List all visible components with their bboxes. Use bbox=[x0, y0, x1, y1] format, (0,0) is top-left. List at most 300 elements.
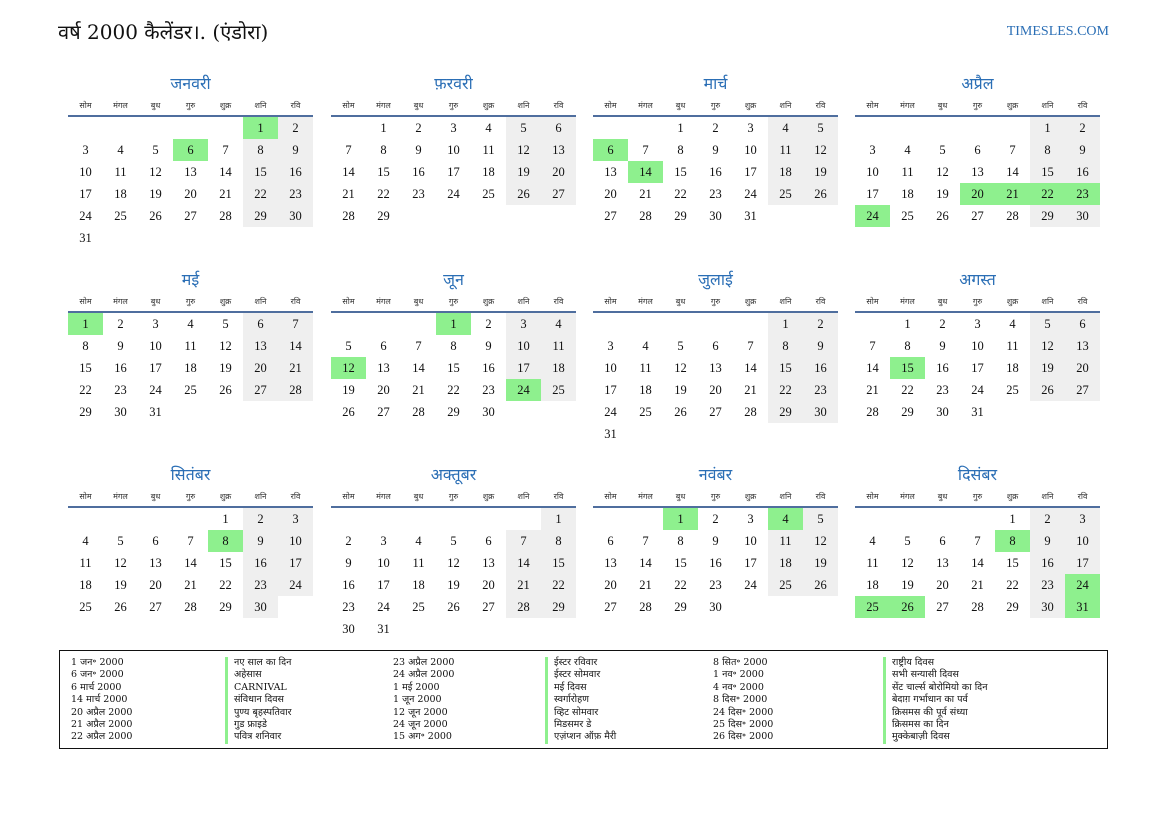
holiday-day-cell: 4 bbox=[768, 508, 803, 530]
week-row bbox=[593, 596, 838, 618]
day-cell: 21 bbox=[278, 357, 313, 379]
weekday-label: शुक्र bbox=[219, 297, 232, 306]
day-cell: 13 bbox=[149, 556, 162, 570]
empty-cell bbox=[733, 596, 768, 618]
month-block bbox=[68, 268, 313, 423]
day-cell: 28 bbox=[1006, 209, 1019, 223]
day-cell: 25 bbox=[412, 600, 425, 614]
day-cell: 8 bbox=[904, 339, 911, 353]
holiday-name: संविधान दिवस bbox=[225, 694, 292, 706]
day-cell: 9 bbox=[243, 530, 278, 552]
day-cell: 11 bbox=[541, 335, 576, 357]
day-cell: 2 bbox=[345, 534, 352, 548]
day-cell: 28 bbox=[412, 405, 425, 419]
day-cell: 9 bbox=[415, 143, 422, 157]
day-cell: 3 bbox=[152, 317, 159, 331]
week-row bbox=[593, 205, 838, 227]
empty-cell bbox=[278, 401, 313, 423]
day-cell: 5 bbox=[345, 339, 352, 353]
weekday-label: रवि bbox=[553, 297, 564, 306]
day-cell: 26 bbox=[342, 405, 355, 419]
holiday-name: स्वर्गारोहण bbox=[545, 694, 616, 706]
week-row bbox=[331, 117, 576, 139]
day-cell: 5 bbox=[803, 117, 838, 139]
day-cell: 19 bbox=[219, 361, 232, 375]
day-cell: 11 bbox=[1006, 339, 1019, 353]
day-cell: 2 bbox=[278, 117, 313, 139]
week-row bbox=[593, 423, 838, 445]
empty-cell bbox=[768, 596, 803, 618]
weekday-header bbox=[855, 292, 1100, 313]
day-cell: 18 bbox=[114, 187, 127, 201]
day-cell: 26 bbox=[506, 183, 541, 205]
day-cell: 8 bbox=[541, 530, 576, 552]
day-cell: 2 bbox=[1065, 117, 1100, 139]
day-cell: 6 bbox=[485, 534, 492, 548]
day-cell: 15 bbox=[674, 556, 687, 570]
day-cell: 5 bbox=[450, 534, 457, 548]
day-cell: 1 bbox=[222, 512, 229, 526]
month-block bbox=[331, 268, 576, 423]
day-cell: 11 bbox=[768, 139, 803, 161]
day-cell: 28 bbox=[866, 405, 879, 419]
holiday-day-cell: 1 bbox=[68, 313, 103, 335]
day-cell: 13 bbox=[709, 361, 722, 375]
day-cell: 27 bbox=[243, 379, 278, 401]
day-cell: 27 bbox=[482, 600, 495, 614]
weekday-label: मंगल bbox=[113, 297, 128, 306]
day-cell: 17 bbox=[278, 552, 313, 574]
holiday-date-column bbox=[393, 657, 454, 744]
empty-cell bbox=[593, 117, 628, 139]
weekday-header bbox=[593, 292, 838, 313]
day-cell: 26 bbox=[447, 600, 460, 614]
day-cell: 10 bbox=[866, 165, 879, 179]
empty-cell bbox=[628, 117, 663, 139]
holiday-date: 4 नव॰ 2000 bbox=[713, 681, 764, 693]
holiday-day-cell: 15 bbox=[890, 357, 925, 379]
holiday-name: ईस्टर रविवार bbox=[545, 657, 616, 669]
day-cell: 9 bbox=[117, 339, 124, 353]
week-row bbox=[68, 552, 313, 574]
day-cell: 4 bbox=[1009, 317, 1016, 331]
day-cell: 12 bbox=[1030, 335, 1065, 357]
day-cell: 9 bbox=[712, 534, 719, 548]
day-cell: 27 bbox=[936, 600, 949, 614]
week-row bbox=[855, 574, 1100, 596]
site-link[interactable]: TIMESLES.COM bbox=[1006, 24, 1109, 39]
empty-cell bbox=[103, 508, 138, 530]
day-cell: 13 bbox=[936, 556, 949, 570]
day-cell: 3 bbox=[506, 313, 541, 335]
day-cell: 25 bbox=[184, 383, 197, 397]
day-cell: 4 bbox=[485, 121, 492, 135]
day-cell: 9 bbox=[485, 339, 492, 353]
weekday-label: शुक्र bbox=[1006, 297, 1019, 306]
holiday-name: क्रिसमस का दिन bbox=[883, 719, 987, 731]
holiday-date: 24 अप्रैल 2000 bbox=[393, 669, 455, 681]
day-cell: 4 bbox=[82, 534, 89, 548]
day-cell: 19 bbox=[149, 187, 162, 201]
week-row bbox=[331, 313, 576, 335]
day-cell: 31 bbox=[604, 427, 617, 441]
day-cell: 25 bbox=[1006, 383, 1019, 397]
weekday-label: गुरु bbox=[448, 101, 459, 110]
day-cell: 25 bbox=[541, 379, 576, 401]
day-cell: 1 bbox=[1009, 512, 1016, 526]
day-cell: 11 bbox=[639, 361, 652, 375]
day-cell: 18 bbox=[768, 552, 803, 574]
day-cell: 17 bbox=[744, 556, 757, 570]
day-cell: 3 bbox=[450, 121, 457, 135]
holiday-day-cell: 26 bbox=[890, 596, 925, 618]
holiday-name: गुड फ्राइडे bbox=[225, 719, 292, 731]
day-cell: 1 bbox=[904, 317, 911, 331]
weekday-header bbox=[593, 487, 838, 508]
day-cell: 20 bbox=[377, 383, 390, 397]
week-row bbox=[593, 183, 838, 205]
empty-cell bbox=[698, 423, 733, 445]
weekday-label: शुक्र bbox=[219, 101, 232, 110]
empty-cell bbox=[138, 227, 173, 249]
day-cell: 20 bbox=[482, 578, 495, 592]
day-cell: 7 bbox=[747, 339, 754, 353]
day-cell: 9 bbox=[1065, 139, 1100, 161]
holiday-day-cell: 24 bbox=[1065, 574, 1100, 596]
day-cell: 18 bbox=[184, 361, 197, 375]
week-row bbox=[331, 139, 576, 161]
day-cell: 12 bbox=[506, 139, 541, 161]
weekday-label: गुरु bbox=[185, 492, 196, 501]
empty-cell bbox=[278, 227, 313, 249]
day-cell: 23 bbox=[412, 187, 425, 201]
day-cell: 13 bbox=[377, 361, 390, 375]
day-cell: 11 bbox=[768, 530, 803, 552]
weekday-label: रवि bbox=[553, 492, 564, 501]
empty-cell bbox=[506, 205, 541, 227]
weekday-header bbox=[68, 96, 313, 117]
day-cell: 19 bbox=[936, 187, 949, 201]
week-row bbox=[68, 205, 313, 227]
day-cell: 29 bbox=[901, 405, 914, 419]
weekday-label: शुक्र bbox=[219, 492, 232, 501]
day-cell: 16 bbox=[1065, 161, 1100, 183]
holiday-date: 23 अप्रैल 2000 bbox=[393, 657, 455, 668]
weekday-label: रवि bbox=[815, 492, 826, 501]
week-row bbox=[331, 508, 576, 530]
day-cell: 29 bbox=[219, 600, 232, 614]
weekday-label: गुरु bbox=[972, 297, 983, 306]
empty-cell bbox=[506, 618, 541, 640]
day-cell: 30 bbox=[342, 622, 355, 636]
day-cell: 23 bbox=[482, 383, 495, 397]
day-cell: 15 bbox=[219, 556, 232, 570]
day-cell: 5 bbox=[677, 339, 684, 353]
holiday-date: 15 अग॰ 2000 bbox=[393, 731, 452, 743]
holiday-name: ईस्टर सोमवार bbox=[545, 669, 616, 681]
weekday-label: बुध bbox=[150, 492, 161, 501]
empty-cell bbox=[541, 618, 576, 640]
day-cell: 3 bbox=[278, 508, 313, 530]
month-block bbox=[593, 463, 838, 618]
empty-cell bbox=[855, 508, 890, 530]
day-cell: 10 bbox=[149, 339, 162, 353]
day-cell: 16 bbox=[114, 361, 127, 375]
week-row bbox=[855, 117, 1100, 139]
empty-cell bbox=[436, 508, 471, 530]
week-row bbox=[68, 530, 313, 552]
day-cell: 23 bbox=[243, 574, 278, 596]
weekday-label: शुक्र bbox=[482, 492, 495, 501]
week-row bbox=[593, 161, 838, 183]
empty-cell bbox=[68, 117, 103, 139]
day-cell: 22 bbox=[541, 574, 576, 596]
day-cell: 3 bbox=[82, 143, 89, 157]
weekday-label: रवि bbox=[290, 297, 301, 306]
week-row bbox=[331, 335, 576, 357]
day-cell: 16 bbox=[342, 578, 355, 592]
holiday-name-column bbox=[883, 657, 987, 744]
day-cell: 1 bbox=[1030, 117, 1065, 139]
empty-cell bbox=[506, 508, 541, 530]
day-cell: 10 bbox=[506, 335, 541, 357]
day-cell: 25 bbox=[79, 600, 92, 614]
day-cell: 4 bbox=[415, 534, 422, 548]
month-block bbox=[855, 72, 1100, 227]
month-name: मई bbox=[181, 270, 200, 289]
week-row bbox=[68, 227, 313, 249]
weekday-label: सोम bbox=[79, 492, 92, 501]
week-row bbox=[593, 139, 838, 161]
day-cell: 3 bbox=[869, 143, 876, 157]
empty-cell bbox=[401, 508, 436, 530]
empty-cell bbox=[628, 508, 663, 530]
weekday-label: बुध bbox=[413, 492, 424, 501]
month-name: नवंबर bbox=[698, 465, 733, 484]
day-cell: 8 bbox=[82, 339, 89, 353]
week-row bbox=[593, 530, 838, 552]
week-row bbox=[331, 574, 576, 596]
day-cell: 12 bbox=[447, 556, 460, 570]
day-cell: 11 bbox=[114, 165, 127, 179]
weekday-label: शुक्र bbox=[744, 492, 757, 501]
empty-cell bbox=[208, 117, 243, 139]
week-row bbox=[68, 183, 313, 205]
week-row bbox=[331, 161, 576, 183]
day-cell: 26 bbox=[114, 600, 127, 614]
weekday-header bbox=[68, 292, 313, 313]
weekday-label: सोम bbox=[866, 101, 879, 110]
day-cell: 16 bbox=[243, 552, 278, 574]
weekday-label: बुध bbox=[937, 492, 948, 501]
day-cell: 15 bbox=[768, 357, 803, 379]
day-cell: 6 bbox=[607, 534, 614, 548]
week-row bbox=[855, 401, 1100, 423]
day-cell: 7 bbox=[222, 143, 229, 157]
day-cell: 2 bbox=[117, 317, 124, 331]
day-cell: 22 bbox=[674, 187, 687, 201]
week-row bbox=[855, 508, 1100, 530]
day-cell: 22 bbox=[377, 187, 390, 201]
holiday-day-cell: 1 bbox=[436, 313, 471, 335]
empty-cell bbox=[628, 313, 663, 335]
day-cell: 13 bbox=[1065, 335, 1100, 357]
day-cell: 28 bbox=[342, 209, 355, 223]
day-cell: 18 bbox=[79, 578, 92, 592]
day-cell: 15 bbox=[377, 165, 390, 179]
day-cell: 2 bbox=[712, 512, 719, 526]
day-cell: 13 bbox=[541, 139, 576, 161]
empty-cell bbox=[278, 596, 313, 618]
week-row bbox=[68, 508, 313, 530]
day-cell: 21 bbox=[184, 578, 197, 592]
empty-cell bbox=[366, 508, 401, 530]
weekday-label: मंगल bbox=[638, 492, 653, 501]
week-row bbox=[593, 357, 838, 379]
weekday-label: बुध bbox=[413, 297, 424, 306]
day-cell: 29 bbox=[768, 401, 803, 423]
empty-cell bbox=[733, 313, 768, 335]
day-cell: 3 bbox=[607, 339, 614, 353]
day-cell: 20 bbox=[604, 187, 617, 201]
holiday-day-cell: 1 bbox=[243, 117, 278, 139]
week-row bbox=[331, 401, 576, 423]
empty-cell bbox=[366, 313, 401, 335]
holiday-day-cell: 22 bbox=[1030, 183, 1065, 205]
day-cell: 10 bbox=[744, 143, 757, 157]
empty-cell bbox=[925, 117, 960, 139]
day-cell: 28 bbox=[506, 596, 541, 618]
weekday-label: बुध bbox=[937, 101, 948, 110]
day-cell: 6 bbox=[152, 534, 159, 548]
day-cell: 17 bbox=[506, 357, 541, 379]
day-cell: 26 bbox=[149, 209, 162, 223]
month-block bbox=[68, 72, 313, 249]
empty-cell bbox=[733, 423, 768, 445]
day-cell: 17 bbox=[377, 578, 390, 592]
weekday-label: शनि bbox=[254, 492, 267, 501]
week-row bbox=[331, 379, 576, 401]
empty-cell bbox=[593, 313, 628, 335]
weekday-label: मंगल bbox=[638, 101, 653, 110]
holiday-date: 12 जून 2000 bbox=[393, 706, 448, 718]
week-row bbox=[331, 530, 576, 552]
week-row bbox=[593, 117, 838, 139]
day-cell: 15 bbox=[541, 552, 576, 574]
weekday-label: गुरु bbox=[448, 492, 459, 501]
day-cell: 25 bbox=[114, 209, 127, 223]
day-cell: 20 bbox=[604, 578, 617, 592]
weekday-header bbox=[68, 487, 313, 508]
day-cell: 22 bbox=[901, 383, 914, 397]
day-cell: 27 bbox=[377, 405, 390, 419]
day-cell: 23 bbox=[342, 600, 355, 614]
weekday-label: रवि bbox=[290, 101, 301, 110]
day-cell: 21 bbox=[744, 383, 757, 397]
day-cell: 29 bbox=[79, 405, 92, 419]
day-cell: 6 bbox=[939, 534, 946, 548]
day-cell: 20 bbox=[936, 578, 949, 592]
day-cell: 23 bbox=[803, 379, 838, 401]
day-cell: 2 bbox=[803, 313, 838, 335]
day-cell: 20 bbox=[709, 383, 722, 397]
week-row bbox=[68, 313, 313, 335]
holiday-name: अहेसास bbox=[225, 669, 292, 681]
week-row bbox=[68, 379, 313, 401]
day-cell: 18 bbox=[768, 161, 803, 183]
holiday-day-cell: 1 bbox=[663, 508, 698, 530]
empty-cell bbox=[960, 117, 995, 139]
day-cell: 14 bbox=[971, 556, 984, 570]
weekday-label: शनि bbox=[517, 297, 530, 306]
day-cell: 28 bbox=[184, 600, 197, 614]
weekday-label: शनि bbox=[254, 297, 267, 306]
day-cell: 7 bbox=[1009, 143, 1016, 157]
day-cell: 14 bbox=[342, 165, 355, 179]
empty-cell bbox=[331, 313, 366, 335]
holiday-date: 20 अप्रैल 2000 bbox=[71, 706, 133, 718]
holiday-day-cell: 31 bbox=[1065, 596, 1100, 618]
empty-cell bbox=[173, 508, 208, 530]
day-cell: 2 bbox=[939, 317, 946, 331]
day-cell: 2 bbox=[243, 508, 278, 530]
empty-cell bbox=[331, 508, 366, 530]
day-cell: 21 bbox=[866, 383, 879, 397]
day-cell: 9 bbox=[345, 556, 352, 570]
day-cell: 6 bbox=[712, 339, 719, 353]
weekday-label: सोम bbox=[604, 101, 617, 110]
weekday-label: सोम bbox=[866, 492, 879, 501]
day-cell: 25 bbox=[639, 405, 652, 419]
holiday-name: बेदाग़ गर्भाधान का पर्व bbox=[883, 694, 987, 706]
day-cell: 28 bbox=[219, 209, 232, 223]
day-cell: 30 bbox=[243, 596, 278, 618]
day-cell: 13 bbox=[482, 556, 495, 570]
day-cell: 19 bbox=[506, 161, 541, 183]
weekday-label: शुक्र bbox=[1006, 101, 1019, 110]
day-cell: 24 bbox=[604, 405, 617, 419]
week-row bbox=[855, 183, 1100, 205]
day-cell: 13 bbox=[971, 165, 984, 179]
weekday-label: शनि bbox=[779, 297, 792, 306]
day-cell: 15 bbox=[447, 361, 460, 375]
weekday-label: गुरु bbox=[710, 101, 721, 110]
day-cell: 18 bbox=[541, 357, 576, 379]
day-cell: 4 bbox=[187, 317, 194, 331]
day-cell: 30 bbox=[803, 401, 838, 423]
day-cell: 27 bbox=[184, 209, 197, 223]
day-cell: 12 bbox=[936, 165, 949, 179]
day-cell: 26 bbox=[1030, 379, 1065, 401]
day-cell: 4 bbox=[541, 313, 576, 335]
day-cell: 17 bbox=[744, 165, 757, 179]
day-cell: 29 bbox=[377, 209, 390, 223]
day-cell: 24 bbox=[149, 383, 162, 397]
empty-cell bbox=[768, 423, 803, 445]
month-name: सितंबर bbox=[170, 465, 211, 484]
day-cell: 18 bbox=[866, 578, 879, 592]
day-cell: 12 bbox=[219, 339, 232, 353]
day-cell: 30 bbox=[1030, 596, 1065, 618]
weekday-label: गुरु bbox=[448, 297, 459, 306]
day-cell: 13 bbox=[243, 335, 278, 357]
day-cell: 11 bbox=[866, 556, 879, 570]
empty-cell bbox=[768, 205, 803, 227]
day-cell: 13 bbox=[604, 165, 617, 179]
day-cell: 11 bbox=[901, 165, 914, 179]
day-cell: 8 bbox=[1030, 139, 1065, 161]
day-cell: 19 bbox=[114, 578, 127, 592]
